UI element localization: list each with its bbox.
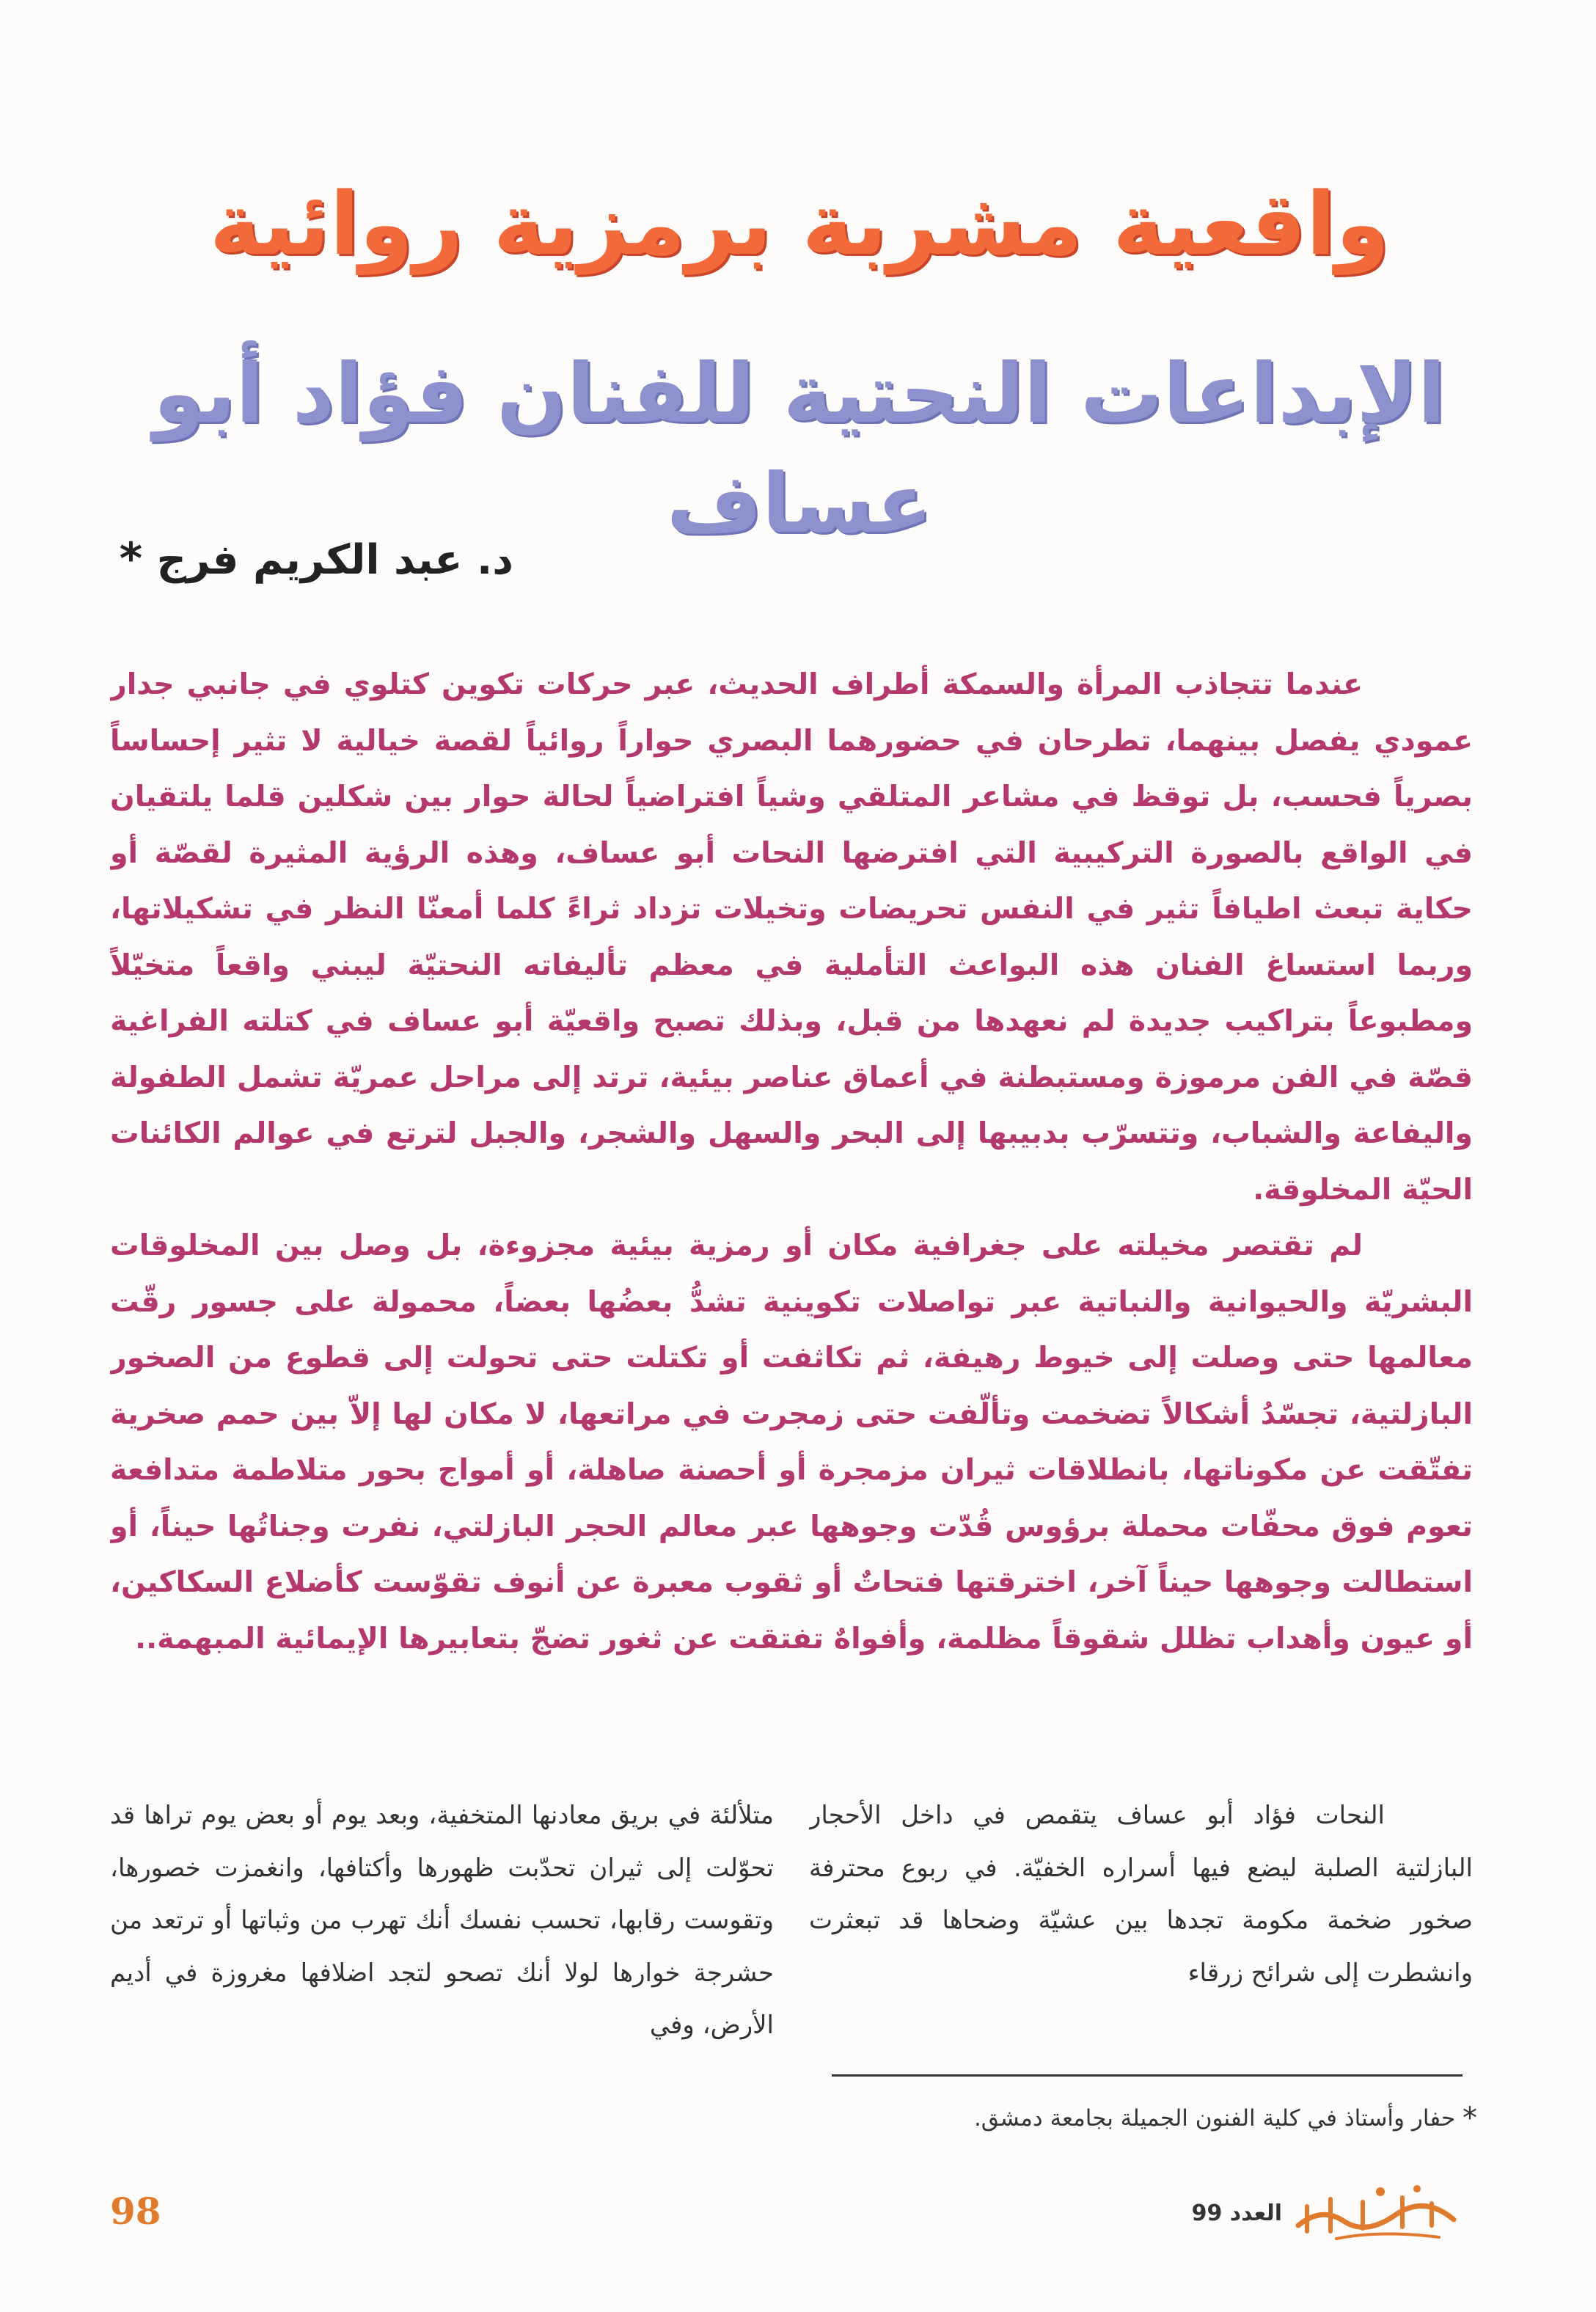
magazine-logo	[1292, 2177, 1461, 2243]
footnote	[832, 2098, 1477, 2139]
page-number: 98	[110, 2190, 161, 2233]
body-column-left	[110, 1790, 774, 2068]
footnote-mark: *	[1463, 2101, 1477, 2135]
article-subtitle: الإبداعات النحتية للفنان فؤاد أبو عساف	[153, 346, 1446, 552]
body-paragraph: النحات فؤاد أبو عساف يتقمص في داخل الأحجار البازلتية الصلبة ليضع فيها أسراره الخفيّة. في ربوع محترفة صخور ضخمة مكومة تجدها بين عشيّة وضحاها قد تبعثرت وانشطرت إلى شرائح زرقاء	[809, 1801, 1473, 1988]
body-paragraph: متلألئة في بريق معادنها المتخفية، وبعد يوم أو بعض يوم تراها قد تحوّلت إلى ثيران تحدّبت ظهورها وأكتافها، وانغمزت خصورها، وتقوست رقابها، تحسب نفسك أنك تهرب من وثباتها أو ترتعد من حشرجة خوارها لولا أنك تصحو لتجد اضلافها مغروزة في أديم الأرض، وفي	[110, 1801, 774, 2040]
author-byline	[110, 530, 513, 590]
footnote-divider	[832, 2074, 1463, 2077]
issue-number: العدد 99	[1191, 2201, 1282, 2226]
author-name: د. عبد الكريم فرج	[156, 536, 513, 584]
lead-paragraph: عندما تتجاذب المرأة والسمكة أطراف الحديث، عبر حركات تكوين كتلوي في جانبي جدار عمودي يفصل بينهما، تطرحان في حضورهما البصري حواراً روائياً لقصة خيالية لا تثير إحساساً بصرياً فحسب، بل توقظ في مشاعر المتلقي وشياً افتراضياً لحالة حوار بين شكلين قلما يلتقيان في الواقع بالصورة التركيبية التي افترضها النحات أبو عساف، وهذه الرؤية المثيرة لقصّة أو حكاية تبعث اطيافاً تثير في النفس تحريضات وتخيلات تزداد ثراءً كلما أمعنّا النظر في تشكيلاتها، وربما استساغ الفنان هذه البواعث التأملية في معظم تأليفاته النحتيّة ليبني واقعاً متخيّلاً ومطبوعاً بتراكيب جديدة لم نعهدها من قبل، وبذلك تصبح واقعيّة أبو عساف في كتلته الفراغية قصّة في الفن مرموزة ومستبطنة في أعماق عناصر بيئية، ترتد إلى مراحل عمريّة تشمل الطفولة واليفاعة والشباب، وتتسرّب بدبيبها إلى البحر والسهل والشجر، والجبل لترتع في عوالم الكائنات الحيّة المخلوقة.	[110, 667, 1473, 1207]
article-title: واقعية مشربة برمزية روائية	[209, 173, 1390, 274]
body-column-right	[809, 1790, 1473, 2068]
footnote-text: حفار وأستاذ في كلية الفنون الجميلة بجامعة دمشق.	[973, 2105, 1456, 2132]
lead-paragraph: لم تقتصر مخيلته على جغرافية مكان أو رمزية بيئية مجزوءة، بل وصل بين المخلوقات البشريّة والحيوانية والنباتية عبر تواصلات تكوينية تشدُّ بعضُها بعضاً، محمولة على جسور رقّت معالمها حتى وصلت إلى خيوط رهيفة، ثم تكاثفت أو تكتلت حتى تحولت إلى قطوع من الصخور البازلتية، تجسّدُ أشكالاً تضخمت وتألّفت حتى زمجرت في مراتعها، لا مكان لها إلاّ بين حمم صخرية تفتّقت عن مكوناتها، بانطلاقات ثيران مزمجرة أو أحصنة صاهلة، أو أمواج بحور متلاطمة متدافعة تعوم فوق محفّات محملة برؤوس قُدّت وجوهها عبر معالم الحجر البازلتي، نفرت وجناتُها حيناً، أو استطالت وجوهها حيناً آخر، اخترقتها فتحاتٌ أو ثقوب معبرة عن أنوف تقوّست كأضلاع السكاكين، أو عيون وأهداب تظلل شقوقاً مظلمة، وأفواهٌ تفتقت عن ثغور تضجّ بتعابيرها الإيمائية المبهمة..	[110, 1229, 1473, 1656]
lead-text-block	[110, 656, 1473, 1771]
author-footnote-mark: *	[119, 533, 143, 585]
